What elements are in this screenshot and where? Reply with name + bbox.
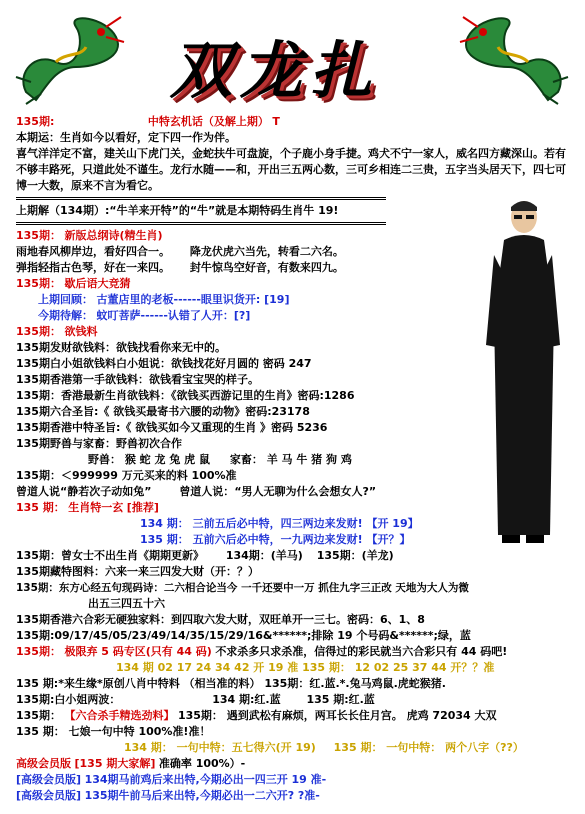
dragon-left-icon [6, 12, 126, 107]
home-label: 家畜： [229, 453, 263, 466]
sec1-row [16, 244, 486, 260]
sec4-issue: 135 期： [16, 501, 65, 514]
line-b2: 134 期:红.蓝 [212, 693, 281, 706]
six-row [16, 708, 497, 724]
banner [0, 0, 585, 112]
sec5-c: 135期：(羊龙) [316, 549, 394, 562]
sec5-row: 135期藏特图料：六来一来三四发大财（开：？） [16, 565, 259, 578]
money-line: 135期：＜999999 万元买来的料 100%准 [16, 469, 237, 482]
sec3-title: 欲钱料 [64, 325, 98, 338]
line-b1: 135期:白小姐两波： [16, 693, 121, 706]
saint2-label: 曾道人说： [179, 485, 235, 498]
kill-line: 135期:09/17/45/05/23/49/14/35/15/29/16&******;排除 19 个号码&******;绿，蓝 [16, 629, 471, 642]
sec5-row [16, 548, 486, 564]
animals-row [16, 452, 486, 468]
vip-row2-text: 135期牛前马后来出特,今期必出一二六开? ?准- [84, 789, 320, 802]
sec2-issue: 135期： [16, 277, 61, 290]
vip-row1-text: 134期马前鸡后来出特,今期必出一四三开 19 准- [84, 773, 327, 786]
sec3-line: 135期野兽与家畜：野兽初次合作 [16, 437, 182, 450]
sec1-row-a: 雨地春风柳岸边，看好四合一。 [16, 245, 170, 258]
review-label: 上期回顾： [38, 293, 93, 306]
vip-row-1 [16, 772, 486, 788]
sec3-line: 135期：香港最新生肖欲钱料：《欲钱买西游记里的生肖》密码:1286 [16, 389, 355, 402]
six-label: 135期： [16, 709, 61, 722]
sec4-title: 生肖特一玄 [68, 501, 124, 514]
divider [16, 197, 386, 200]
sec3-line: 135期香港中特圣旨:《 欲钱买如今又重现的生肖 》密码 5236 [16, 421, 328, 434]
vip-label: 高级会员版 [16, 757, 71, 770]
sec3-header [16, 324, 486, 340]
sec3-line: 135期白小姐欲钱料白小姐说：欲钱找花好月圆的 密码 247 [16, 357, 312, 370]
divider [16, 222, 386, 225]
sec4-header [16, 500, 486, 516]
sec1-header [16, 228, 486, 244]
line-b [16, 692, 486, 708]
gold-row [16, 740, 524, 756]
now-text: 蚊叮菩萨------认错了人开：[?] [96, 309, 251, 322]
saint1-text: “静若次子动如兔” [60, 485, 152, 498]
line-b3: 135 期:红.蓝 [306, 693, 375, 706]
gold-1: 134 期： 一句中特：五七得六(开 19) [124, 741, 316, 754]
saint-row [16, 484, 486, 500]
issue-label: 135期: [16, 115, 55, 128]
wild-list: 猴 蛇 龙 兔 虎 鼠 [124, 453, 210, 466]
six-text: 135期： 遇到武松有麻烦，两耳长长住月宫。 虎鸡 72034 大双 [177, 709, 497, 722]
gold-2: 135 期： 一句中特： 两个八字（??） [333, 741, 524, 754]
warn-row [16, 644, 508, 660]
sec2-review [16, 292, 486, 308]
sec5-long-a: 135期：东方心经五句现码诗：二六相合论当今 一千还要中一万 抓住九字三正改 天地为大人为微 [16, 582, 469, 594]
sec2-header [16, 276, 486, 292]
prev-answer: 上期解（134期）:“牛羊来开特”的“牛”就是本期特码生肖牛 19! [16, 204, 339, 217]
olive-line: 134 期 02 17 24 34 42 开 19 准 135 期： 12 02 25 37 44 开？？准 [116, 661, 495, 674]
warn-issue: 135期： [16, 645, 61, 658]
content [16, 114, 566, 804]
sec4-tag: [推荐] [126, 501, 159, 514]
seven-line: 135 期： 七娘一句中特 100%准!准！ [16, 725, 211, 738]
home-list: 羊 马 牛 猪 狗 鸡 [266, 453, 352, 466]
dragon-right-icon [458, 12, 578, 107]
sec1-row-a: 弹指轻指古色琴，好在一来四。 [16, 261, 170, 274]
vip-row1-tag: [高级会员版] [16, 773, 82, 786]
sec5-a: 135期：曾女士不出生肖《期期更新》 [16, 549, 204, 562]
warn-title: 极限弃 5 码专区(只有 44 码) [64, 645, 212, 658]
review-text: 古董店里的老板------眼里识货开: [19] [96, 293, 290, 306]
sec5-b: 134期：(羊马) [225, 549, 303, 562]
sec5-long-b: 出五三四五十六 [88, 597, 165, 610]
header-title: 中特玄机话（及解上期） [147, 115, 269, 128]
header-suffix: T [272, 115, 280, 128]
sec1-row [16, 260, 486, 276]
sec1-row-b: 封牛惊鸟空好音，有数来四九。 [189, 261, 344, 274]
vip-row-2 [16, 788, 486, 804]
sec2-now [16, 308, 486, 324]
sec1-row-b: 降龙伏虎六当先，转看二六名。 [189, 245, 344, 258]
six-title: 【六合杀手精选劲料】 [64, 709, 175, 722]
vip-row [16, 756, 486, 772]
sec1-issue: 135期： [16, 229, 61, 242]
wild-label: 野兽： [88, 453, 121, 466]
line-a: 135 期:*来生缘*原创八肖中特料 （相当准的料） 135期：红.蓝.*.兔马鸡鼠.虎蛇猴猪. [16, 677, 446, 690]
poem-line-1: 本期运：生肖如今以看好，定下四一作为伴。 [16, 131, 236, 144]
vip-row2-tag: [高级会员版] [16, 789, 82, 802]
sec3-line: 135期发财欲钱料：欲钱找看你来无中的。 [16, 341, 226, 354]
header-line [16, 114, 486, 130]
sec3-line: 135期六合圣旨:《 欲钱买最寄书六腰的动物》密码:23178 [16, 405, 310, 418]
sec3-issue: 135期： [16, 325, 61, 338]
sec4-blue-1: 134 期： 三前五后必中特，四三两边来发财! 【开 19】 [140, 517, 419, 530]
now-label: 今期待解： [38, 309, 93, 322]
sec4-blue-2: 135 期： 五前六后必中特，一九两边来发财! 【开？】 [140, 533, 411, 546]
person-figure [484, 195, 562, 555]
sec2-title: 歇后语大竞猜 [64, 277, 131, 290]
poem-line-2: 喜气洋洋定不富，建关山下虎门关，金蛇扶牛可盘旋，个子鹿小身手捷。鸡犬不宁一家人，威名四方藏深山。若有不够丰路死，只道此处不谨生。龙行水随——和，开出三五两心数，三可乡相连二三贵，五字当头居天下，四七可博一大数，原来不言为看它。 [16, 147, 566, 192]
warn-text: 不求杀多只求杀准，信得过的彩民就当六合彩只有 44 码吧! [215, 645, 508, 658]
banner-title: 双龙扎 [170, 34, 381, 107]
saint1-label: 曾道人说 [16, 485, 60, 498]
saint2-text: “男人无聊为什么会想女人?” [234, 485, 377, 498]
sec1-title: 新版总纲诗(精生肖) [64, 229, 163, 242]
sec3-line: 135期香港第一手欲钱料：欲钱看宝宝哭的样子。 [16, 373, 259, 386]
hk-line: 135期香港六合彩无硬独家料：到四取六发大财，双旺单开一三七。密码：6、1、8 [16, 613, 425, 626]
vip-text: 准确率 100%）- [158, 757, 246, 770]
vip-tag: [135 期大家解] [74, 757, 156, 770]
